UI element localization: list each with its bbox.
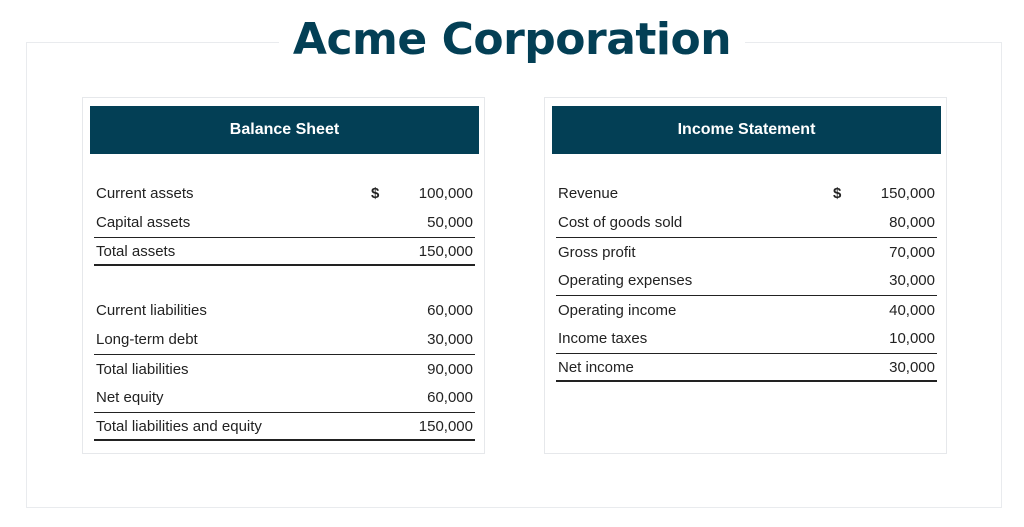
balance-sheet-panel [82,97,485,454]
balance-sheet-rows [94,179,475,441]
row-value: 10,000 [889,330,935,347]
row-label: Net income [558,358,634,376]
row-value: 30,000 [427,331,473,348]
row-label: Operating expenses [558,272,693,289]
income-statement-header: Income Statement [552,106,941,154]
income-statement-row [556,266,937,295]
income-statement-row [556,324,937,353]
row-value: 50,000 [427,214,473,231]
income-statement-rows [556,179,937,382]
currency-symbol: $ [371,185,380,202]
balance-sheet-row [94,208,475,237]
row-value: 80,000 [889,214,935,231]
balance-sheet-row [94,179,475,208]
row-label: Operating income [558,301,677,319]
income-statement-total-row [556,295,937,324]
row-value: 150,000 [418,417,473,435]
row-label: Long-term debt [96,331,198,348]
row-value: 30,000 [889,358,935,376]
row-label: Current assets [96,185,194,202]
row-value: 70,000 [889,243,935,261]
income-statement-row [556,179,937,208]
row-label: Capital assets [96,214,191,231]
row-label: Income taxes [558,330,648,347]
row-value: 40,000 [889,301,935,319]
row-value: 60,000 [427,302,473,319]
currency-symbol: $ [833,185,842,202]
row-label: Gross profit [558,243,636,261]
page-title-wrap [0,12,1024,68]
row-value: 150,000 [880,185,935,202]
row-label: Current liabilities [96,302,207,319]
row-value: 30,000 [889,272,935,289]
income-statement-row [556,208,937,237]
row-label: Cost of goods sold [558,214,683,231]
balance-sheet-total-row [94,237,475,266]
income-statement-panel [544,97,947,454]
income-statement-total-row [556,237,937,266]
balance-sheet-row [94,383,475,412]
balance-sheet-row [94,296,475,325]
row-value: 150,000 [418,242,473,260]
row-label: Total liabilities and equity [96,417,262,435]
row-value: 100,000 [418,185,473,202]
balance-sheet-row [94,325,475,354]
row-label: Total assets [96,242,176,260]
page-title: Acme Corporation [279,12,745,68]
row-value: 60,000 [427,389,473,406]
balance-sheet-total-row [94,354,475,383]
row-label: Net equity [96,389,164,406]
balance-sheet-total-row [94,412,475,441]
balance-sheet-header: Balance Sheet [90,106,479,154]
row-label: Total liabilities [96,360,189,378]
row-value: 90,000 [427,360,473,378]
row-label: Revenue [558,185,619,202]
income-statement-total-row [556,353,937,382]
